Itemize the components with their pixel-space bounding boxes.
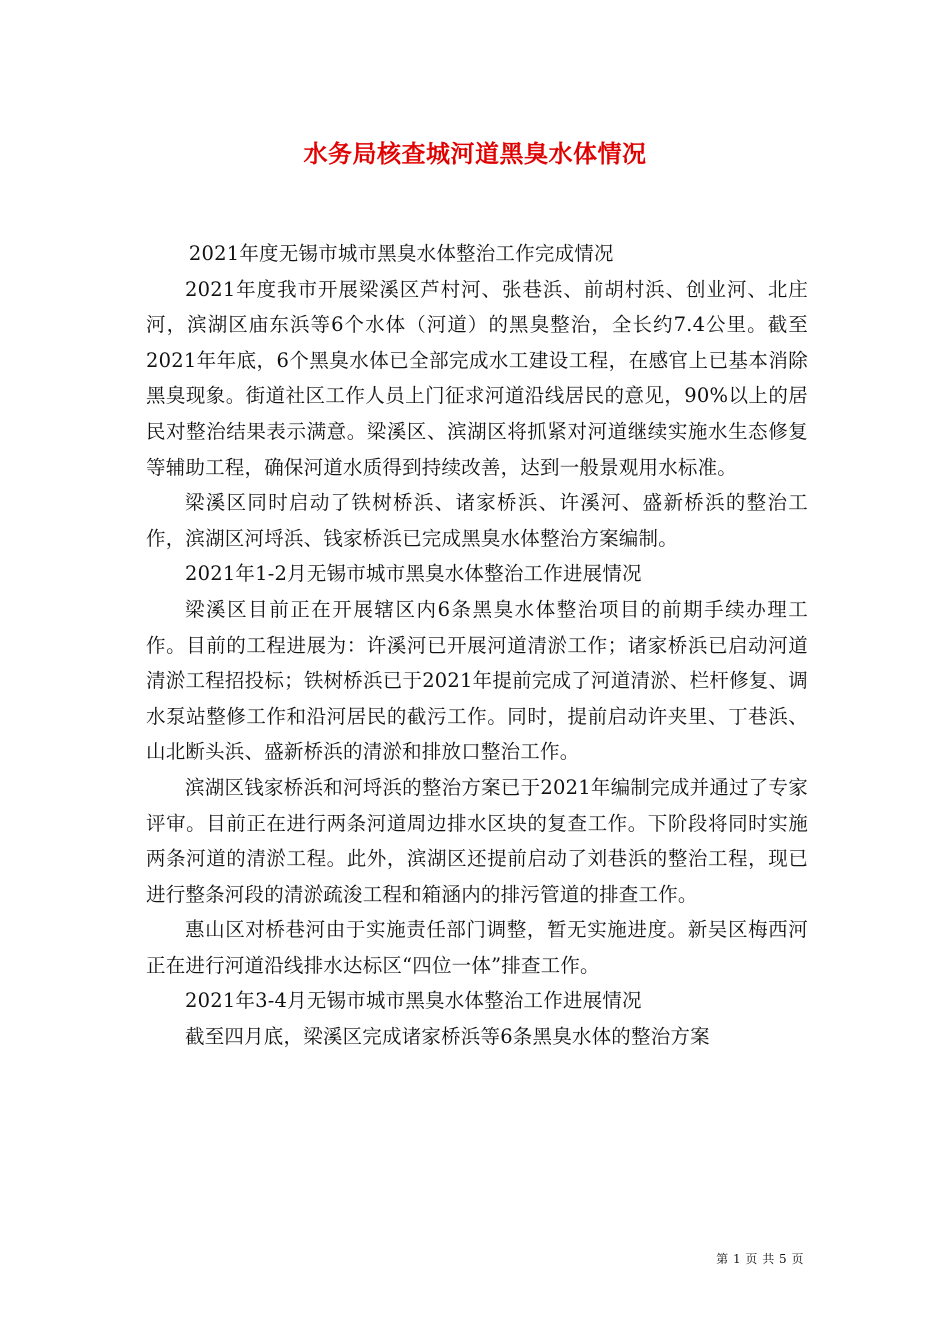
document-title: 水务局核查城河道黑臭水体情况 <box>303 139 647 168</box>
document-body <box>146 236 808 1055</box>
body-paragraph: 梁溪区目前正在开展辖区内6条黑臭水体整治项目的前期手续办理工作。目前的工程进展为：许溪河已开展河道清淤工作；诸家桥浜已启动河道清淤工程招投标；铁树桥浜已于2021年提前完成了河道清淤、栏杆修复、调水泵站整修工作和沿河居民的截污工作。同时，提前启动许夹里、丁巷浜、山北断头浜、盛新桥浜的清淤和排放口整治工作。 <box>146 597 808 764</box>
body-paragraph: 2021年度我市开展梁溪区芦村河、张巷浜、前胡村浜、创业河、北庄河，滨湖区庙东浜等6个水体（河道）的黑臭整治，全长约7.4公里。截至2021年年底，6个黑臭水体已全部完成水工建设工程，在感官上已基本消除黑臭现象。街道社区工作人员上门征求河道沿线居民的意见，90%以上的居民对整治结果表示满意。梁溪区、滨湖区将抓紧对河道继续实施水生态修复等辅助工程，确保河道水质得到持续改善，达到一般景观用水标准。 <box>146 277 808 479</box>
section-heading: 2021年3-4月无锡市城市黑臭水体整治工作进展情况 <box>185 989 642 1013</box>
page-number: 第 1 页 共 5 页 <box>716 1252 804 1266</box>
body-paragraph: 惠山区对桥巷河由于实施责任部门调整，暂无实施进度。新吴区梅西河正在进行河道沿线排水达标区“四位一体”排查工作。 <box>146 918 808 977</box>
body-paragraph: 滨湖区钱家桥浜和河埒浜的整治方案已于2021年编制完成并通过了专家评审。目前正在进行两条河道周边排水区块的复查工作。下阶段将同时实施两条河道的清淤工程。此外，滨湖区还提前启动了刘巷浜的整治工程，现已进行整条河段的清淤疏浚工程和箱涵内的排污管道的排查工作。 <box>146 775 808 906</box>
section-heading: 2021年度无锡市城市黑臭水体整治工作完成情况 <box>188 242 614 265</box>
section-heading: 2021年1-2月无锡市城市黑臭水体整治工作进展情况 <box>185 562 642 586</box>
body-paragraph: 梁溪区同时启动了铁树桥浜、诸家桥浜、许溪河、盛新桥浜的整治工作，滨湖区河埒浜、钱家桥浜已完成黑臭水体整治方案编制。 <box>146 491 808 550</box>
body-paragraph: 截至四月底，梁溪区完成诸家桥浜等6条黑臭水体的整治方案 <box>185 1025 710 1049</box>
